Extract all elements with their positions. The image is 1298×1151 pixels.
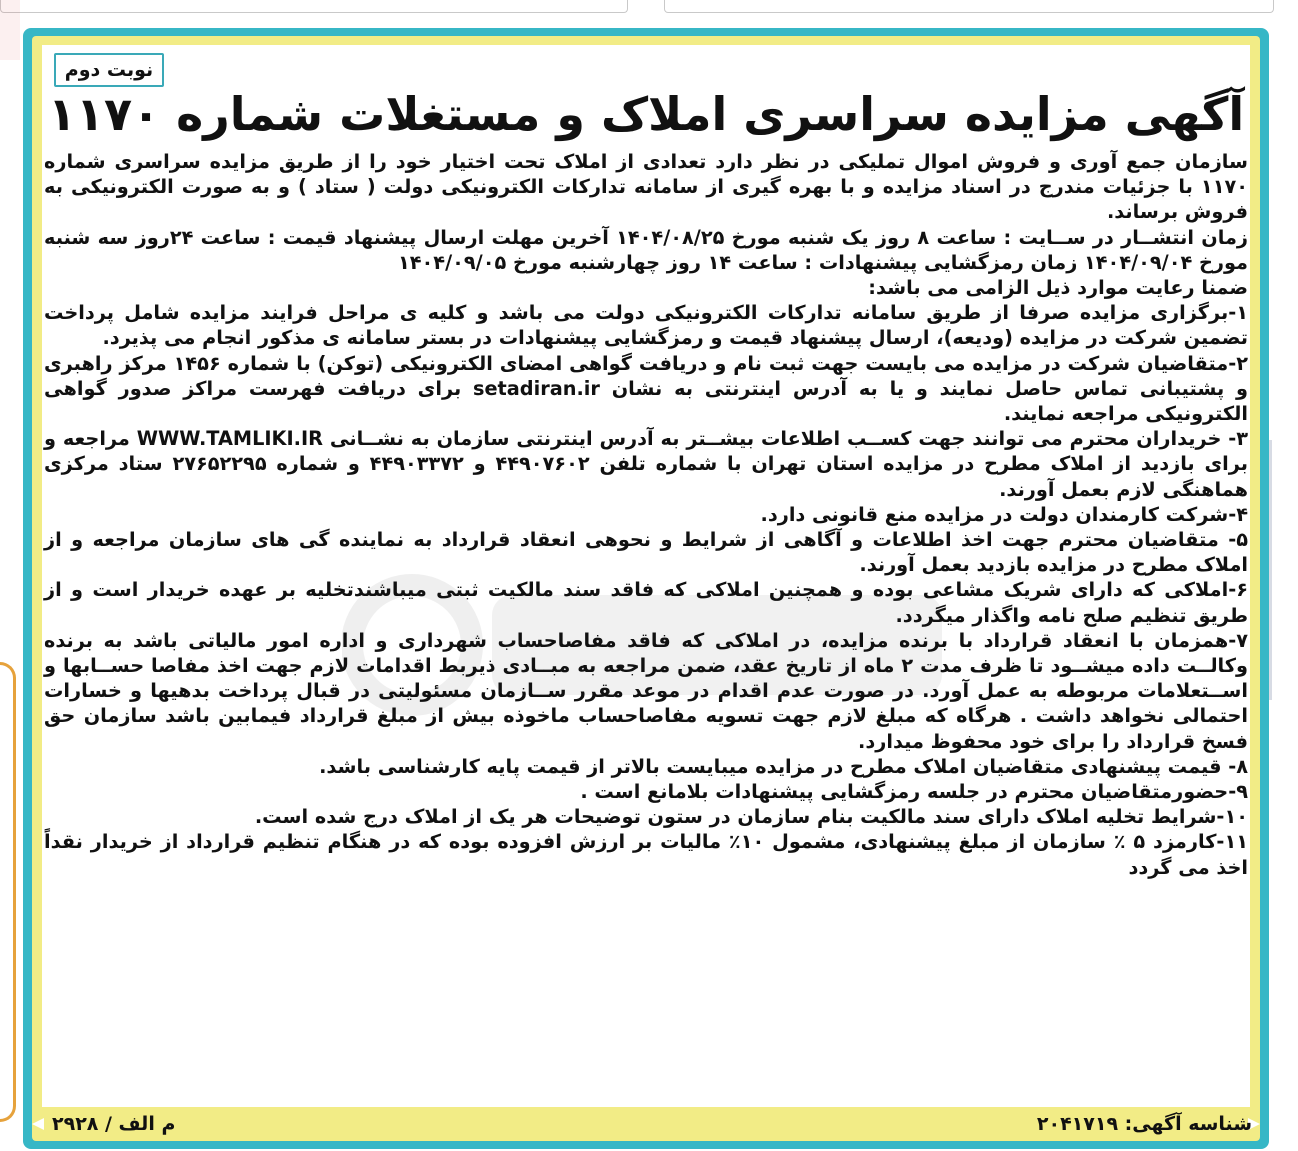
clause-4: ۴-شرکت کارمندان دولت در مزایده منع قانونی دارد. <box>760 502 1248 526</box>
ad-footer <box>32 1107 1260 1141</box>
ad-frame <box>23 28 1269 1149</box>
clause-9: ۹-حضورمتقاضیان محترم در جلسه رمزگشایی پیشنهادات بلامانع است . <box>580 780 1248 804</box>
ad-paper <box>42 45 1250 1107</box>
clause-6: ۶-املاکی که دارای شریک مشاعی بوده و همچنین املاکی که فاقد سند مالکیت ثبتی میباشندتخلیه بر عهده خریدار است و از طریق تنظیم صلح نامه واگذار میگردد. <box>44 578 1248 627</box>
ad-code: م الف / ۲۹۲۸ <box>52 1113 176 1135</box>
clause-8: ۸- قیمت پیشنهادی متقاضیان املاک مطرح در مزایده میبایست بالاتر از قیمت پایه کارشناسی باشد. <box>319 754 1248 778</box>
intro-paragraph: سازمان جمع آوری و فروش اموال تملیکی در نظر دارد تعدادی از املاک تحت اختیار خود را از طریق مزایده سراسری شماره ۱۱۷۰ با جزئیات مندرج در اسناد مزایده و با بهره گیری از سامانه تدارکات الکترونیکی دولت ( ستاد ) و به صورت الکترونیکی به فروش برساند. <box>44 150 1248 224</box>
top-divider-right <box>664 0 1274 13</box>
requirements-heading: ضمنا رعایت موارد ذیل الزامی می باشد: <box>868 276 1248 300</box>
ad-id: شناسه آگهی: ۲۰۴۱۷۱۹ <box>1036 1113 1252 1135</box>
top-strip <box>0 0 1298 18</box>
clause-10: ۱۰-شرایط تخلیه املاک دارای سند مالکیت بنام سازمان در ستون توضیحات هر یک از املاک درج شده است. <box>254 805 1248 829</box>
schedule-paragraph: زمان انتشــار در ســایت : ساعت ۸ روز یک شنبه مورخ ۱۴۰۴/۰۸/۲۵ آخرین مهلت ارسال پیشنهاد قیمت : ساعت ۲۴روز سه شنبه مورخ ۱۴۰۴/۰۹/۰۴ زمان رمزگشایی پیشنهادات : ساعت ۱۴ روز چهارشنبه مورخ ۱۴۰۴/۰۹/۰۵ <box>44 225 1248 274</box>
clause-5: ۵- متقاضیان محترم جهت اخذ اطلاعات و آگاهی از شرایط و نحوهی انعقاد قرارداد به نماینده گی های سازمان مراجعه و از املاک مطرح در مزایده بازدید بعمل آورند. <box>44 528 1248 577</box>
corner-tab <box>0 0 20 60</box>
clause-1: ۱-برگزاری مزایده صرفا از طریق سامانه تدارکات الکترونیکی دولت می باشد و کلیه ی مراحل فرایند مزایده شامل پرداخت تضمین شرکت در مزایده (ودیعه)، ارسال پیشنهاد قیمت و رمزگشایی پیشنهادات در بستر سامانه ی مذکور انجام می پذیرد. <box>44 301 1248 350</box>
ad-frame-inner <box>32 36 1260 1141</box>
top-divider-left <box>0 0 628 13</box>
round-badge: نوبت دوم <box>54 53 164 87</box>
ad-body <box>44 149 1248 880</box>
ad-title: آگهی مزایده سراسری املاک و مستغلات شماره ۱۱۷۰ <box>47 87 1245 141</box>
clause-11: ۱۱-کارمزد ۵ ٪ سازمان از مبلغ پیشنهادی، مشمول ۱۰٪ مالیات بر ارزش افزوده بوده که در هنگام تنظیم قرارداد از خریدار نقداً اخذ می گردد <box>44 830 1248 879</box>
clause-2: ۲-متقاضیان شرکت در مزایده می بایست جهت ثبت نام و دریافت گواهی امضای الکترونیکی (توکن) با شماره ۱۴۵۶ مرکز راهبری و پشتیبانی تماس حاصل نمایند و یا به آدرس اینترنتی به نشان setadiran.ir برای دریافت فهرست مراکز صدور گواهی الکترونیکی مراجعه نمایند. <box>44 351 1248 426</box>
clause-7: ۷-همزمان با انعقاد قرارداد با برنده مزایده، در املاکی که فاقد مفاصاحساب شهرداری و اداره امور مالیاتی باشد به برنده وکالــت داده میشــود تا ظرف مدت ۲ ماه از تاریخ عقد، ضمن مراجعه به مبــادی ذیربط اقدامات لازم جهت اخذ مفاصا حســابها و اســتعلامات مربوطه به عمل آورد. در صورت عدم اقدام در موعد مقرر ســازمان مسئولیتی در قبال پرداخت بدهیها و خسارات احتمالی نخواهد داشت . هرگاه که مبلغ لازم جهت تسویه مفاصاحساب ماخوذه بیش از مبلغ قرارداد فیمابین باشد سازمان حق فسخ قرارداد را برای خود محفوظ میدارد. <box>44 628 1248 753</box>
chevron-left-icon <box>32 1118 44 1130</box>
side-bracket <box>0 662 16 1122</box>
clause-3: ۳- خریداران محترم می توانند جهت کســب اطلاعات بیشــتر به آدرس اینترنتی سازمان به نشــانی WWW.TAMLIKI.IR مراجعه و برای بازدید از املاک مطرح در مزایده استان تهران با شماره تلفن ۴۴۹۰۷۶۰۲ و ۴۴۹۰۳۳۷۲ و شماره ۲۷۶۵۲۲۹۵ ستاد مرکزی هماهنگی لازم بعمل آورند. <box>44 427 1249 501</box>
